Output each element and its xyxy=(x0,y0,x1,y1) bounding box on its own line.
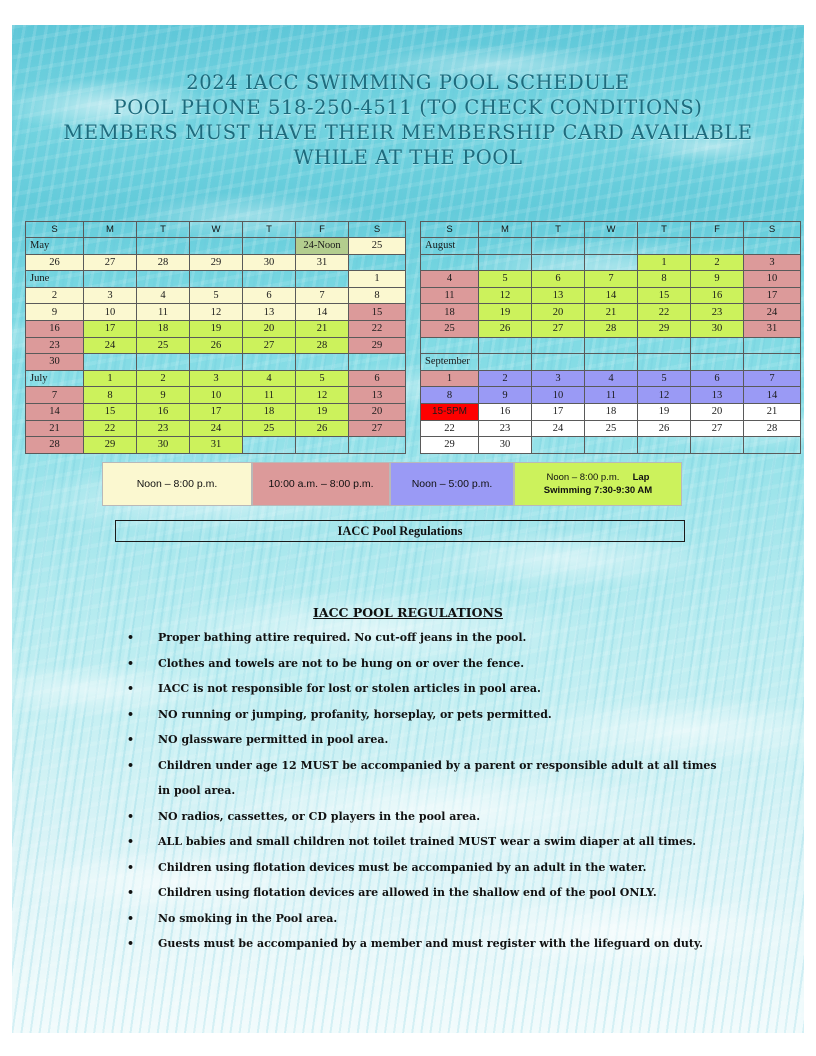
calendar-day-cell: 14 xyxy=(744,387,801,404)
calendar-day-cell: 16 xyxy=(479,403,532,420)
calendar-empty-cell xyxy=(585,254,638,271)
calendar-empty-cell xyxy=(243,271,296,288)
legend-item-cream xyxy=(102,462,252,506)
title-line-3: MEMBERS MUST HAVE THEIR MEMBERSHIP CARD AVAILABLE xyxy=(63,121,753,144)
calendar-day-cell: 22 xyxy=(349,320,406,337)
calendar-day-cell: 25 xyxy=(349,238,406,255)
calendar-week-row xyxy=(421,354,801,371)
calendar-day-cell: 16 xyxy=(691,287,744,304)
calendar-day-cell: 30 xyxy=(243,254,296,271)
calendar-day-cell: 23 xyxy=(479,420,532,437)
calendar-day-cell: 20 xyxy=(243,320,296,337)
calendar-day-cell: 12 xyxy=(190,304,243,321)
calendar-week-row xyxy=(26,387,406,404)
calendar-empty-cell xyxy=(349,354,406,371)
calendar-day-cell: 30 xyxy=(26,354,84,371)
regulations-list xyxy=(122,625,722,957)
legend-label: Noon – 5:00 p.m. xyxy=(411,478,493,490)
calendar-empty-cell xyxy=(296,354,349,371)
calendar-day-cell: 24 xyxy=(532,420,585,437)
calendar-day-cell: 7 xyxy=(296,287,349,304)
calendar-empty-cell xyxy=(479,354,532,371)
calendar-empty-cell xyxy=(421,337,479,354)
calendar-empty-cell xyxy=(479,254,532,271)
calendar-empty-cell xyxy=(421,254,479,271)
calendar-day-cell: 12 xyxy=(638,387,691,404)
calendar-empty-cell xyxy=(744,337,801,354)
regulation-item: • NO running or jumping, profanity, horseplay, or pets permitted. xyxy=(122,702,722,728)
regulation-item: • NO radios, cassettes, or CD players in the pool area. xyxy=(122,804,722,830)
calendar-week-row xyxy=(421,320,801,337)
calendar-day-cell: 13 xyxy=(349,387,406,404)
calendar-day-cell: 30 xyxy=(691,320,744,337)
calendar-empty-cell xyxy=(744,238,801,255)
calendar-day-cell: 15 xyxy=(349,304,406,321)
calendar-day-header-5: F xyxy=(296,222,349,238)
calendar-empty-cell xyxy=(243,238,296,255)
calendar-day-cell: 13 xyxy=(691,387,744,404)
calendar-august-september xyxy=(420,221,801,454)
calendar-day-cell: 3 xyxy=(744,254,801,271)
calendar-day-cell: 11 xyxy=(421,287,479,304)
calendar-month-label: September xyxy=(421,354,479,371)
calendar-day-cell: 17 xyxy=(744,287,801,304)
calendar-may-june-july xyxy=(25,221,406,454)
calendar-day-header-4: T xyxy=(638,222,691,238)
poster-title xyxy=(12,70,804,170)
calendar-day-cell: 11 xyxy=(585,387,638,404)
calendar-day-cell: 10 xyxy=(744,271,801,288)
regulation-item: • Clothes and towels are not to be hung on or over the fence. xyxy=(122,651,722,677)
calendar-day-cell: 29 xyxy=(421,437,479,454)
calendar-day-cell: 24-Noon xyxy=(296,238,349,255)
calendar-day-cell: 13 xyxy=(243,304,296,321)
calendar-day-cell: 26 xyxy=(26,254,84,271)
calendar-day-cell: 6 xyxy=(243,287,296,304)
calendar-empty-cell xyxy=(243,354,296,371)
calendar-day-cell: 14 xyxy=(296,304,349,321)
calendar-day-cell: 28 xyxy=(744,420,801,437)
calendar-day-cell: 6 xyxy=(349,370,406,387)
calendar-week-row xyxy=(26,337,406,354)
calendar-day-cell: 28 xyxy=(137,254,190,271)
calendar-empty-cell xyxy=(479,337,532,354)
calendar-day-cell: 9 xyxy=(691,271,744,288)
calendar-day-cell: 14 xyxy=(585,287,638,304)
calendar-day-header-6: S xyxy=(349,222,406,238)
calendar-week-row xyxy=(421,271,801,288)
calendar-day-cell: 7 xyxy=(744,370,801,387)
calendar-day-cell: 9 xyxy=(479,387,532,404)
calendar-day-header-2: T xyxy=(137,222,190,238)
calendar-week-row xyxy=(421,387,801,404)
calendar-day-cell: 5 xyxy=(296,370,349,387)
calendar-day-cell: 31 xyxy=(744,320,801,337)
calendar-day-cell: 21 xyxy=(296,320,349,337)
calendar-day-cell: 8 xyxy=(421,387,479,404)
calendar-empty-cell xyxy=(638,238,691,255)
title-line-1: 2024 IACC SWIMMING POOL SCHEDULE xyxy=(186,71,630,94)
calendar-day-cell: 17 xyxy=(84,320,137,337)
calendar-day-cell: 7 xyxy=(585,271,638,288)
calendar-day-cell: 25 xyxy=(585,420,638,437)
calendar-empty-cell xyxy=(638,337,691,354)
pool-regulations-bar-title: IACC Pool Regulations xyxy=(337,523,463,538)
calendar-week-row xyxy=(26,238,406,255)
calendar-day-cell: 29 xyxy=(638,320,691,337)
calendar-day-cell: 27 xyxy=(84,254,137,271)
calendar-empty-cell xyxy=(744,437,801,454)
calendar-day-cell: 19 xyxy=(296,403,349,420)
calendar-day-cell: 15 xyxy=(638,287,691,304)
calendar-empty-cell xyxy=(137,354,190,371)
calendar-day-cell: 16 xyxy=(137,403,190,420)
title-line-2: POOL PHONE 518-250-4511 (TO CHECK CONDITIONS) xyxy=(113,96,703,119)
calendar-empty-cell xyxy=(532,437,585,454)
legend-green-lap: Lap xyxy=(632,472,650,483)
calendar-day-cell: 31 xyxy=(190,437,243,454)
calendar-day-cell: 10 xyxy=(532,387,585,404)
calendar-day-cell: 14 xyxy=(26,403,84,420)
calendar-day-cell: 1 xyxy=(421,370,479,387)
calendar-day-cell: 10 xyxy=(190,387,243,404)
calendar-day-cell: 17 xyxy=(190,403,243,420)
calendar-week-row xyxy=(26,370,406,387)
calendar-day-cell: 12 xyxy=(479,287,532,304)
calendar-day-cell: 12 xyxy=(296,387,349,404)
calendar-week-row xyxy=(421,254,801,271)
calendar-empty-cell xyxy=(638,354,691,371)
calendar-day-cell: 2 xyxy=(479,370,532,387)
calendar-day-cell: 31 xyxy=(296,254,349,271)
calendar-day-cell: 29 xyxy=(349,337,406,354)
poster-page xyxy=(12,25,804,1033)
calendar-week-row xyxy=(421,437,801,454)
calendar-empty-cell xyxy=(349,254,406,271)
title-line-4: WHILE AT THE POOL xyxy=(293,146,523,169)
calendar-day-cell: 26 xyxy=(479,320,532,337)
calendar-day-cell: 4 xyxy=(243,370,296,387)
regulation-item: • Children under age 12 MUST be accompanied by a parent or responsible adult at all times in pool area. xyxy=(122,753,722,804)
calendar-month-label: July xyxy=(26,370,84,387)
calendar-day-cell: 3 xyxy=(190,370,243,387)
calendar-week-row xyxy=(26,287,406,304)
calendar-empty-cell xyxy=(585,354,638,371)
calendar-day-cell: 6 xyxy=(532,271,585,288)
calendar-day-cell: 1 xyxy=(84,370,137,387)
calendar-body xyxy=(26,238,406,454)
calendar-day-cell: 3 xyxy=(84,287,137,304)
calendar-week-row xyxy=(421,304,801,321)
calendar-day-cell: 8 xyxy=(84,387,137,404)
calendar-empty-cell xyxy=(190,354,243,371)
calendar-day-header-0: S xyxy=(26,222,84,238)
calendar-day-cell: 28 xyxy=(26,437,84,454)
calendar-day-cell: 22 xyxy=(638,304,691,321)
regulation-item: • NO glassware permitted in pool area. xyxy=(122,727,722,753)
calendar-month-label: May xyxy=(26,238,84,255)
calendar-empty-cell xyxy=(243,437,296,454)
calendar-day-cell: 15 xyxy=(84,403,137,420)
calendar-day-cell: 30 xyxy=(137,437,190,454)
calendar-empty-cell xyxy=(691,437,744,454)
calendar-day-cell: 4 xyxy=(585,370,638,387)
calendar-day-cell: 23 xyxy=(26,337,84,354)
calendar-day-cell: 19 xyxy=(190,320,243,337)
calendar-day-cell: 3 xyxy=(532,370,585,387)
calendar-empty-cell xyxy=(296,271,349,288)
calendar-day-cell: 27 xyxy=(243,337,296,354)
calendar-empty-cell xyxy=(84,354,137,371)
legend-label: 10:00 a.m. – 8:00 p.m. xyxy=(268,478,374,490)
calendar-day-cell: 26 xyxy=(296,420,349,437)
calendar-week-row xyxy=(421,337,801,354)
calendar-empty-cell xyxy=(532,354,585,371)
calendar-week-row xyxy=(26,437,406,454)
legend-item-purple xyxy=(390,462,514,506)
calendar-day-cell: 2 xyxy=(137,370,190,387)
calendar-day-cell: 7 xyxy=(26,387,84,404)
calendar-empty-cell xyxy=(296,437,349,454)
calendar-empty-cell xyxy=(84,238,137,255)
calendar-empty-cell xyxy=(744,354,801,371)
calendar-day-cell: 25 xyxy=(137,337,190,354)
calendar-day-cell: 5 xyxy=(638,370,691,387)
calendar-week-row xyxy=(421,403,801,420)
legend-item-green xyxy=(514,462,682,506)
schedule-legend xyxy=(102,462,682,506)
calendar-day-cell: 9 xyxy=(137,387,190,404)
calendar-day-header-0: S xyxy=(421,222,479,238)
calendar-day-cell: 2 xyxy=(691,254,744,271)
calendar-week-row xyxy=(421,420,801,437)
regulation-item: • IACC is not responsible for lost or stolen articles in pool area. xyxy=(122,676,722,702)
pool-regulations-bar xyxy=(115,520,685,542)
calendar-day-cell: 19 xyxy=(638,403,691,420)
calendar-day-cell: 2 xyxy=(26,287,84,304)
calendar-day-cell: 1 xyxy=(638,254,691,271)
calendar-day-cell: 20 xyxy=(349,403,406,420)
calendar-week-row xyxy=(421,238,801,255)
calendar-day-cell: 26 xyxy=(190,337,243,354)
calendar-day-cell: 23 xyxy=(137,420,190,437)
calendar-day-cell: 10 xyxy=(84,304,137,321)
calendar-day-header-3: W xyxy=(585,222,638,238)
calendar-day-cell: 29 xyxy=(190,254,243,271)
regulation-item: • Proper bathing attire required. No cut-off jeans in the pool. xyxy=(122,625,722,651)
calendar-day-cell: 17 xyxy=(532,403,585,420)
calendar-month-label: August xyxy=(421,238,479,255)
calendar-day-cell: 13 xyxy=(532,287,585,304)
calendar-day-cell: 22 xyxy=(421,420,479,437)
regulations-heading-text: IACC POOL REGULATIONS xyxy=(313,605,503,620)
calendar-day-cell: 20 xyxy=(691,403,744,420)
calendar-empty-cell xyxy=(532,238,585,255)
calendar-day-cell: 1 xyxy=(349,271,406,288)
calendar-day-cell: 15-5PM xyxy=(421,403,479,420)
calendar-week-row xyxy=(26,420,406,437)
calendar-day-header-5: F xyxy=(691,222,744,238)
calendar-day-cell: 27 xyxy=(532,320,585,337)
calendar-day-cell: 5 xyxy=(190,287,243,304)
calendar-empty-cell xyxy=(585,238,638,255)
calendar-day-cell: 27 xyxy=(349,420,406,437)
calendar-day-cell: 21 xyxy=(26,420,84,437)
legend-green-lap-hours: Swimming 7:30-9:30 AM xyxy=(543,485,653,496)
calendar-day-cell: 30 xyxy=(479,437,532,454)
calendar-day-cell: 24 xyxy=(744,304,801,321)
calendar-empty-cell xyxy=(585,337,638,354)
calendar-day-cell: 27 xyxy=(691,420,744,437)
calendar-empty-cell xyxy=(691,238,744,255)
calendar-week-row xyxy=(26,304,406,321)
calendar-day-cell: 18 xyxy=(243,403,296,420)
calendar-day-cell: 24 xyxy=(84,337,137,354)
calendar-week-row xyxy=(26,320,406,337)
calendar-day-cell: 6 xyxy=(691,370,744,387)
calendar-day-cell: 4 xyxy=(421,271,479,288)
calendar-day-cell: 20 xyxy=(532,304,585,321)
calendar-day-cell: 18 xyxy=(421,304,479,321)
calendar-empty-cell xyxy=(349,437,406,454)
regulations-heading xyxy=(12,605,804,620)
calendar-day-cell: 25 xyxy=(421,320,479,337)
calendar-day-header-1: M xyxy=(479,222,532,238)
legend-item-rose xyxy=(252,462,390,506)
calendar-empty-cell xyxy=(532,337,585,354)
calendar-day-cell: 8 xyxy=(638,271,691,288)
calendar-day-cell: 5 xyxy=(479,271,532,288)
legend-label: Noon – 8:00 p.m. xyxy=(136,478,218,490)
calendar-empty-cell xyxy=(190,271,243,288)
regulation-item: • ALL babies and small children not toilet trained MUST wear a swim diaper at all times. xyxy=(122,829,722,855)
calendar-body xyxy=(421,238,801,454)
regulation-item: • No smoking in the Pool area. xyxy=(122,906,722,932)
calendar-week-row xyxy=(26,403,406,420)
calendar-empty-cell xyxy=(190,238,243,255)
calendar-day-cell: 4 xyxy=(137,287,190,304)
calendar-day-cell: 11 xyxy=(243,387,296,404)
calendar-day-cell: 28 xyxy=(585,320,638,337)
calendar-week-row xyxy=(26,254,406,271)
calendar-day-cell: 24 xyxy=(190,420,243,437)
calendar-empty-cell xyxy=(137,238,190,255)
calendar-day-cell: 21 xyxy=(744,403,801,420)
regulation-item: • Children using flotation devices are allowed in the shallow end of the pool ONLY. xyxy=(122,880,722,906)
calendar-day-header-2: T xyxy=(532,222,585,238)
calendar-day-cell: 26 xyxy=(638,420,691,437)
calendar-empty-cell xyxy=(691,354,744,371)
calendar-day-header-4: T xyxy=(243,222,296,238)
calendar-empty-cell xyxy=(585,437,638,454)
regulation-item: • Guests must be accompanied by a member and must register with the lifeguard on duty. xyxy=(122,931,722,957)
regulation-item: • Children using flotation devices must be accompanied by an adult in the water. xyxy=(122,855,722,881)
calendar-empty-cell xyxy=(84,271,137,288)
calendar-empty-cell xyxy=(638,437,691,454)
calendar-header-row xyxy=(26,222,406,238)
calendar-day-header-6: S xyxy=(744,222,801,238)
calendar-empty-cell xyxy=(532,254,585,271)
calendar-empty-cell xyxy=(479,238,532,255)
calendar-week-row xyxy=(26,271,406,288)
calendar-day-cell: 19 xyxy=(479,304,532,321)
calendar-day-header-3: W xyxy=(190,222,243,238)
calendar-month-label: June xyxy=(26,271,84,288)
calendar-header-row xyxy=(421,222,801,238)
calendar-empty-cell xyxy=(137,271,190,288)
calendar-day-cell: 18 xyxy=(585,403,638,420)
calendar-week-row xyxy=(421,370,801,387)
calendar-day-cell: 21 xyxy=(585,304,638,321)
calendar-day-cell: 11 xyxy=(137,304,190,321)
calendar-day-cell: 8 xyxy=(349,287,406,304)
calendar-day-cell: 28 xyxy=(296,337,349,354)
legend-green-hours: Noon – 8:00 p.m. xyxy=(546,472,620,483)
calendar-day-cell: 9 xyxy=(26,304,84,321)
calendar-week-row xyxy=(26,354,406,371)
calendar-day-cell: 29 xyxy=(84,437,137,454)
calendar-empty-cell xyxy=(691,337,744,354)
calendar-day-header-1: M xyxy=(84,222,137,238)
calendar-day-cell: 22 xyxy=(84,420,137,437)
calendar-day-cell: 25 xyxy=(243,420,296,437)
calendar-week-row xyxy=(421,287,801,304)
calendar-day-cell: 16 xyxy=(26,320,84,337)
calendar-day-cell: 18 xyxy=(137,320,190,337)
calendar-day-cell: 23 xyxy=(691,304,744,321)
